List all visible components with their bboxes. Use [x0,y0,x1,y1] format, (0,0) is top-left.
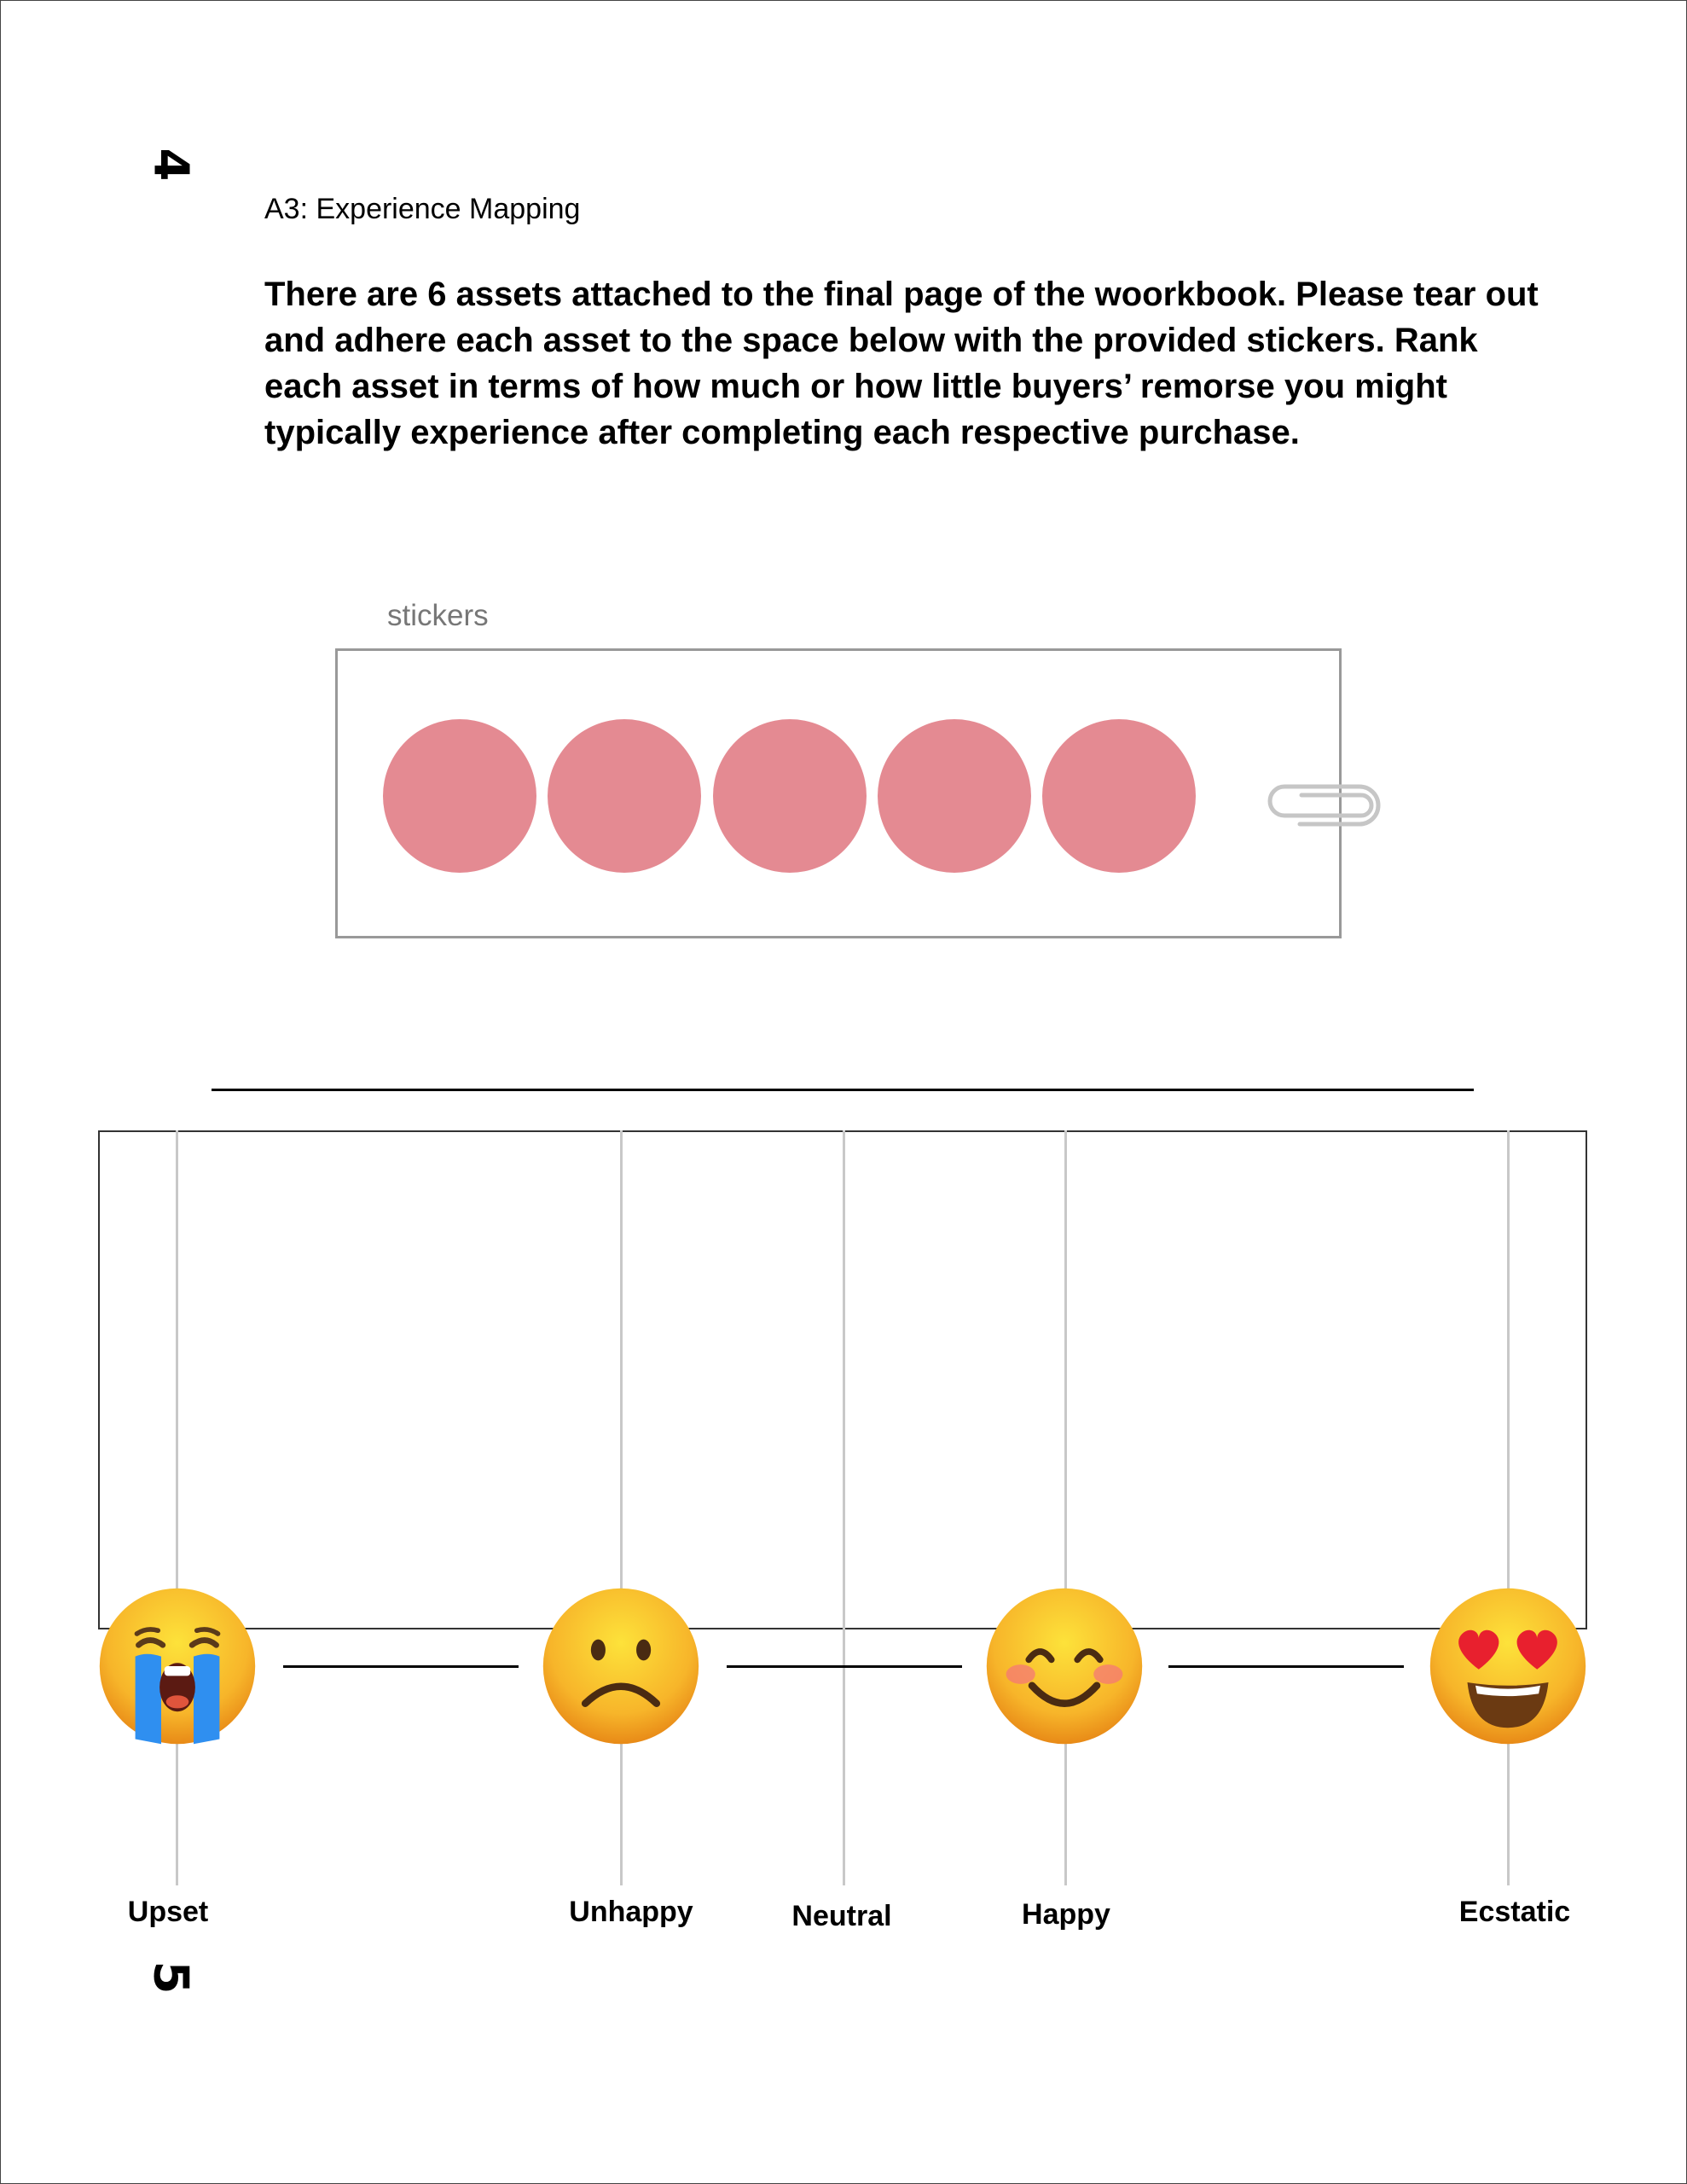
scale-connector [1168,1665,1404,1668]
divider-line [212,1089,1474,1091]
scale-connector [283,1665,519,1668]
sticker-dot[interactable] [878,719,1031,873]
stickers-label: stickers [387,599,489,632]
smiling-face-with-heart-eyes-icon [1427,1585,1589,1747]
scale-label-ecstatic: Ecstatic [1458,1896,1571,1928]
sticker-sheet [335,648,1342,938]
scale-label-upset: Upset [127,1896,209,1928]
instructions-text: There are 6 assets attached to the final page of the woorkbook. Please tear out and adhere each asset to the space below with the provided stickers. Rank each asset in terms of how much or how little buyers’ remorse you might typically experience after completing each respective purchase. [264,276,1539,451]
scale-guide-line [176,1130,178,1885]
sticker-dot[interactable] [1042,719,1196,873]
scale-guide-line [620,1130,623,1885]
scale-connector [727,1665,962,1668]
scale-label-neutral: Neutral [791,1900,892,1932]
paperclip-icon [1266,781,1385,829]
smiling-face-with-smiling-eyes-icon [983,1585,1145,1747]
sticker-dot[interactable] [383,719,536,873]
scale-label-unhappy: Unhappy [569,1896,693,1928]
loudly-crying-face-icon [96,1585,258,1747]
scale-label-happy: Happy [1022,1898,1110,1931]
page-number-bottom: 5 [142,1960,199,1995]
sticker-dot[interactable] [548,719,701,873]
section-title: A3: Experience Mapping [264,193,581,225]
sticker-dot[interactable] [713,719,867,873]
page-number-top: 4 [142,148,199,182]
frowning-face-icon [540,1585,702,1747]
scale-guide-line [1064,1130,1067,1885]
scale-guide-line [843,1130,845,1885]
scale-guide-line [1507,1130,1510,1885]
